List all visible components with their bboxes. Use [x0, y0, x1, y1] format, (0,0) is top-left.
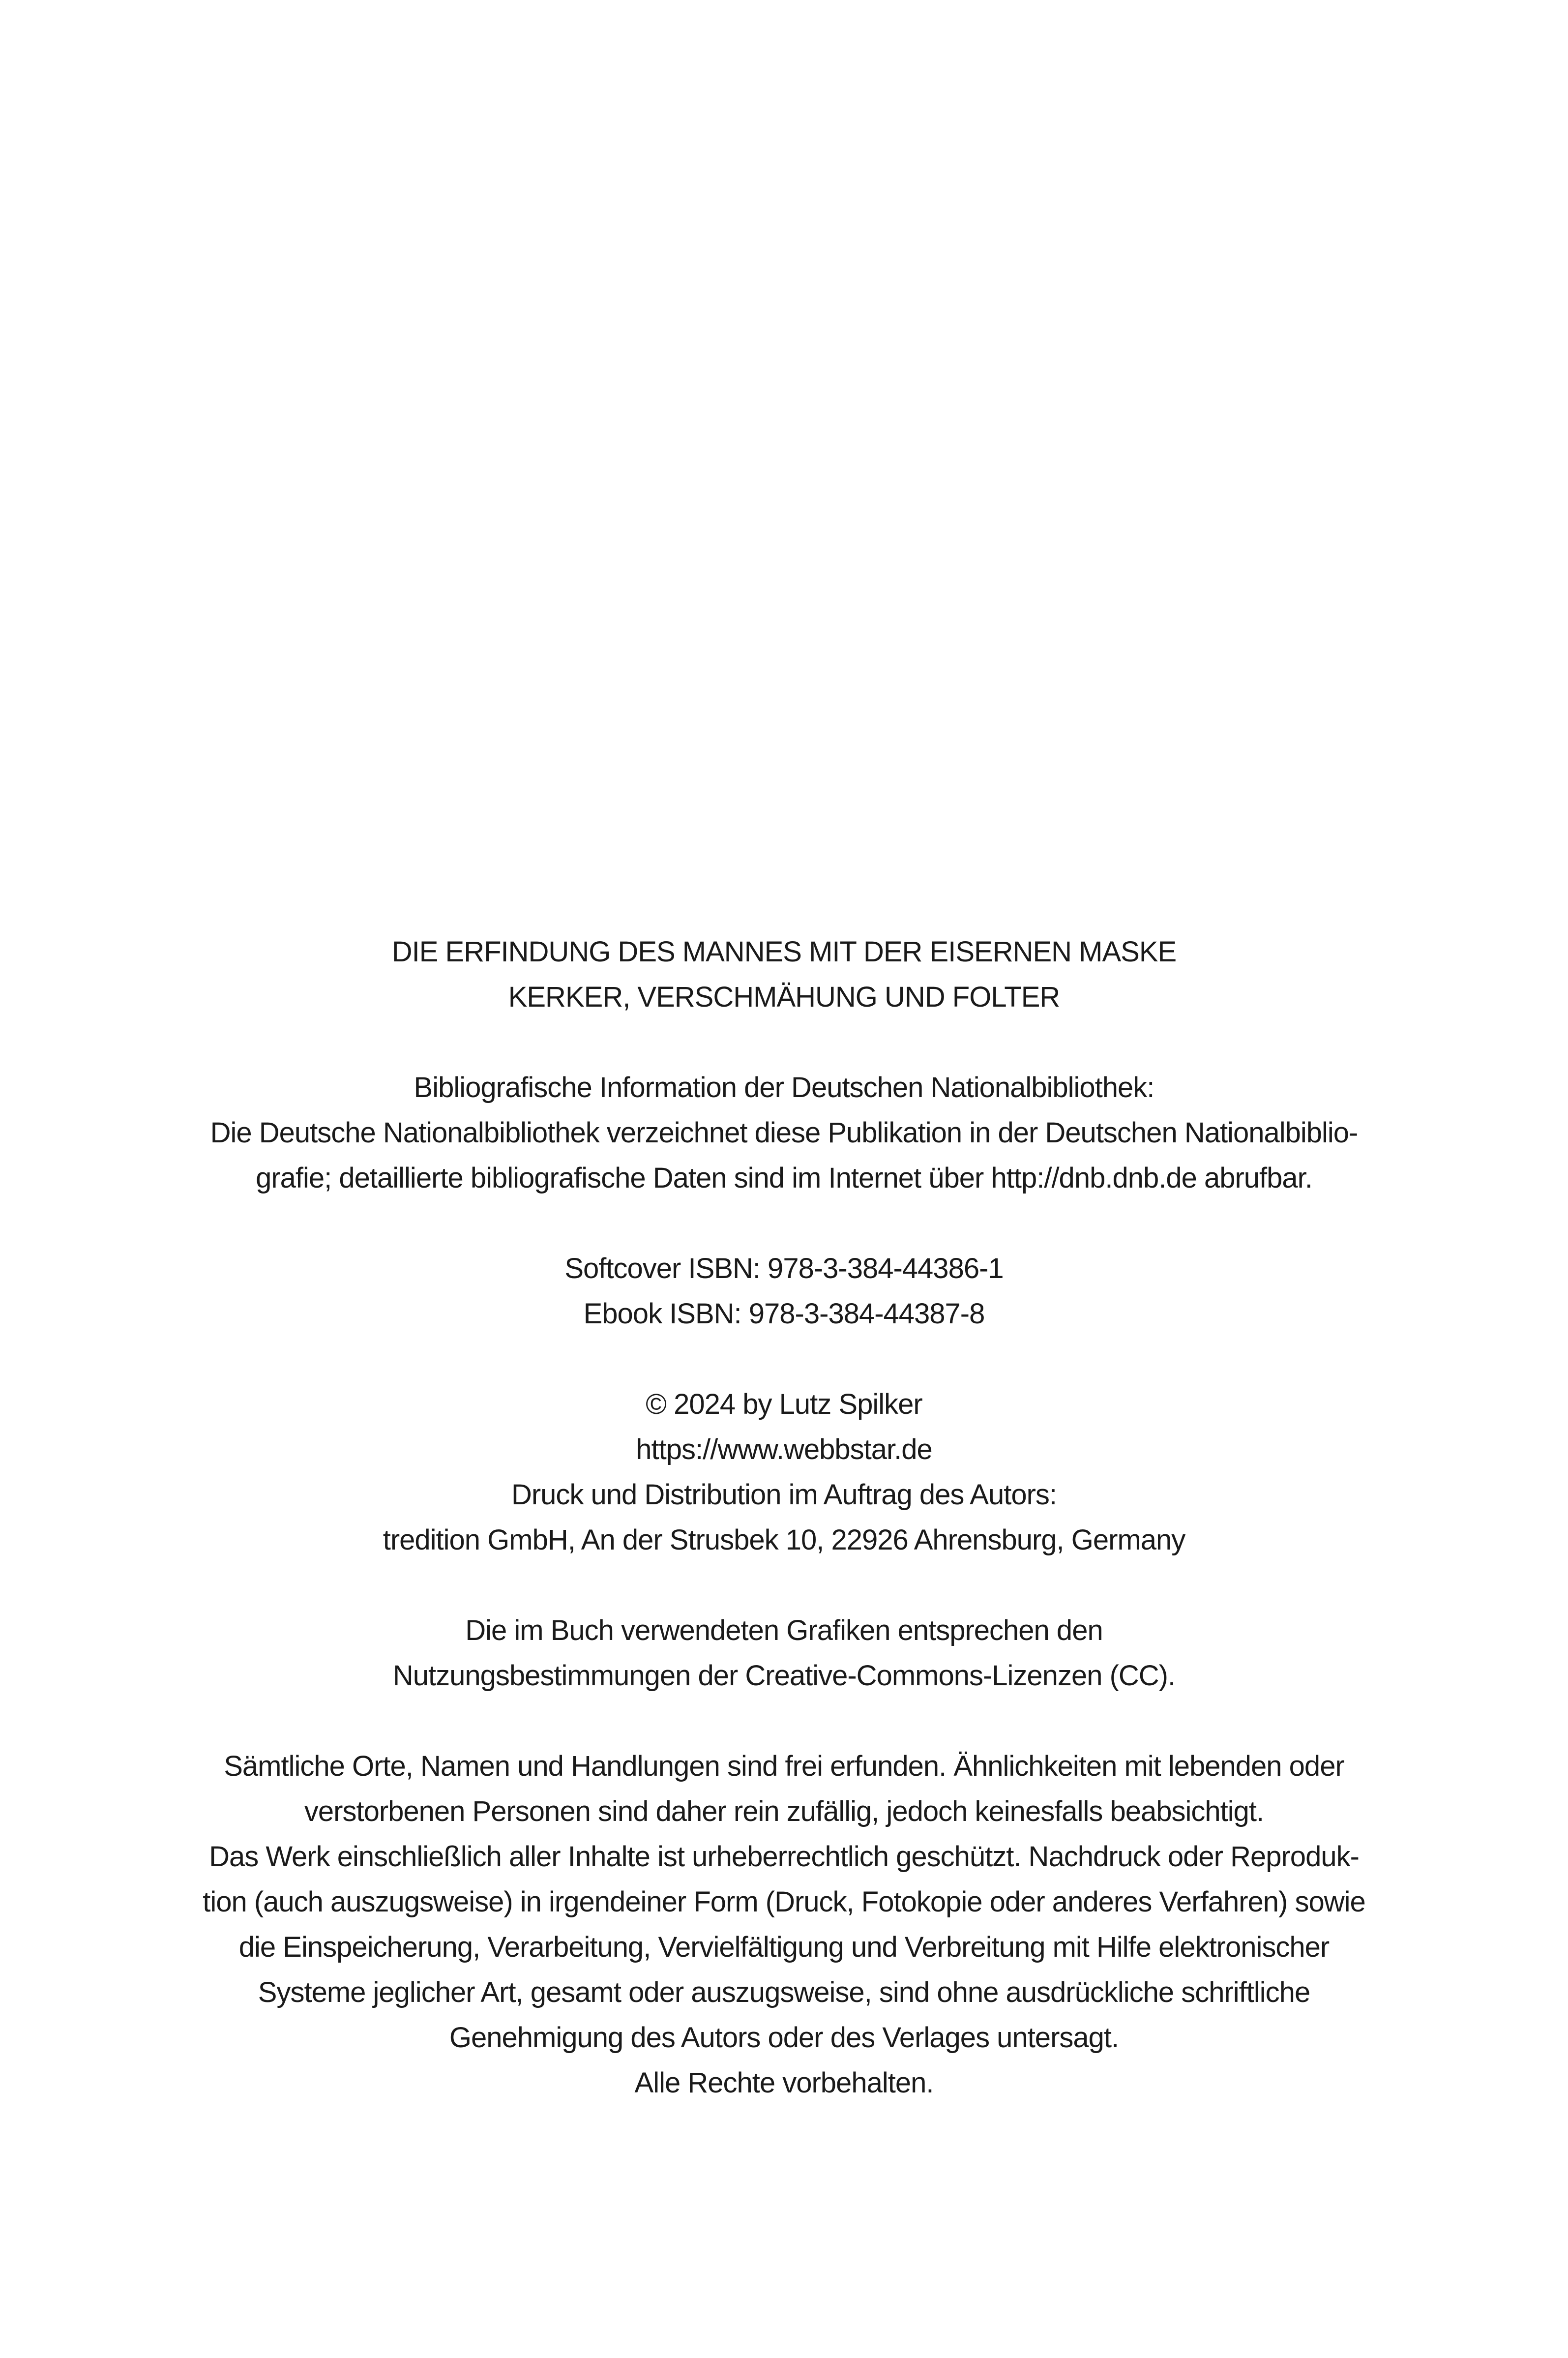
- graphics-notice-line: Die im Buch verwendeten Grafiken entsprechen den: [465, 1614, 1103, 1646]
- book-subtitle: KERKER, VERSCHMÄHUNG UND FOLTER: [508, 981, 1060, 1013]
- copyright-line: © 2024 by Lutz Spilker: [646, 1388, 922, 1420]
- ebook-isbn: Ebook ISBN: 978-3-384-44387-8: [583, 1298, 985, 1330]
- legal-line: Sämtliche Orte, Namen und Handlungen sind frei erfunden. Ähnlichkeiten mit lebenden oder: [224, 1750, 1344, 1782]
- legal-line: Systeme jeglicher Art, gesamt oder auszugsweise, sind ohne ausdrückliche schriftliche: [258, 1976, 1310, 2008]
- legal-notice: [0, 1744, 1568, 2106]
- graphics-notice-line: Nutzungsbestimmungen der Creative-Commons-Lizenzen (CC).: [392, 1660, 1176, 1692]
- legal-line: Das Werk einschließlich aller Inhalte ist urheberrechtlich geschützt. Nachdruck oder Reproduk-: [209, 1841, 1359, 1873]
- book-title: DIE ERFINDUNG DES MANNES MIT DER EISERNEN MASKE: [391, 936, 1177, 968]
- publisher-block: [0, 1382, 1568, 1563]
- distribution-note: Druck und Distribution im Auftrag des Autors:: [511, 1479, 1057, 1511]
- isbn-block: [0, 1246, 1568, 1337]
- legal-line: die Einspeicherung, Verarbeitung, Vervielfältigung und Verbreitung mit Hilfe elektronischer: [238, 1931, 1330, 1963]
- publisher-address: tredition GmbH, An der Strusbek 10, 22926 Ahrensburg, Germany: [383, 1524, 1185, 1556]
- legal-line: tion (auch auszugsweise) in irgendeiner Form (Druck, Fotokopie oder anderes Verfahren) sowie: [203, 1886, 1365, 1918]
- author-website: https://www.webbstar.de: [636, 1433, 932, 1465]
- imprint-page: [0, 929, 1568, 2106]
- softcover-isbn: Softcover ISBN: 978-3-384-44386-1: [564, 1253, 1004, 1284]
- bibliography-text-line: grafie; detaillierte bibliografische Daten sind im Internet über http://dnb.dnb.de abrufbar.: [256, 1162, 1312, 1194]
- legal-line: verstorbenen Personen sind daher rein zufällig, jedoch keinesfalls beabsichtigt.: [304, 1795, 1264, 1827]
- book-title-block: [0, 929, 1568, 1020]
- legal-line: Genehmigung des Autors oder des Verlages untersagt.: [449, 2022, 1119, 2054]
- bibliographic-info: [0, 1065, 1568, 1201]
- graphics-license-notice: [0, 1608, 1568, 1699]
- bibliography-heading: Bibliografische Information der Deutschen Nationalbibliothek:: [414, 1072, 1154, 1104]
- bibliography-text-line: Die Deutsche Nationalbibliothek verzeichnet diese Publikation in der Deutschen Nationalbiblio-: [210, 1117, 1358, 1149]
- rights-reserved: Alle Rechte vorbehalten.: [634, 2067, 934, 2099]
